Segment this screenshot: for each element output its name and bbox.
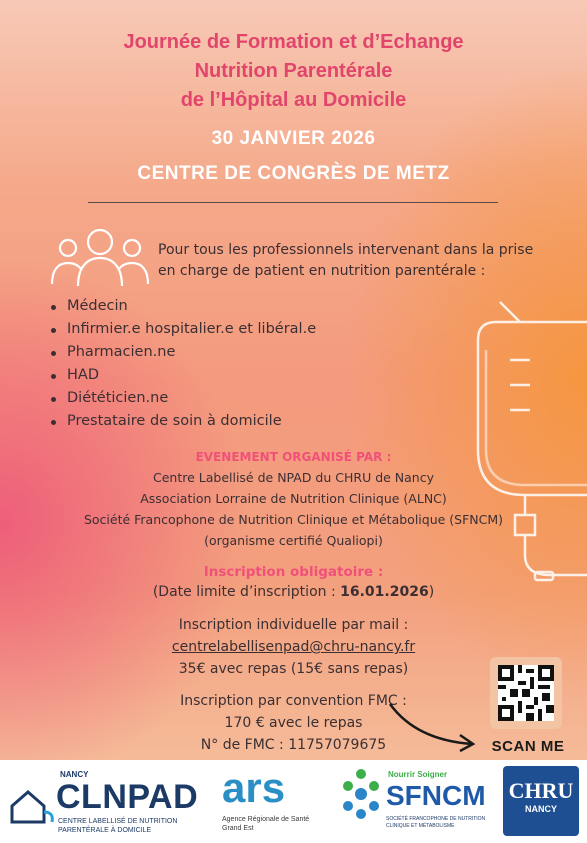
chru-name: CHRU [508,778,574,803]
chru-city: NANCY [524,804,557,814]
intro-line-1: Pour tous les professionnels intervenant dans la prise [158,242,534,258]
ars-name: ars [222,764,286,811]
event-title-line-1: Journée de Formation et d’Echange [123,31,464,53]
audience-item: HAD [50,364,316,387]
qr-code[interactable] [490,657,562,729]
event-venue: CENTRE DE CONGRÈS DE METZ [137,163,450,184]
qr-code-icon [498,665,554,721]
sfncm-name: SFNCM [386,780,486,811]
inscription-heading: Inscription obligatoire : [203,564,384,580]
price-individual: 35€ avec repas (15€ sans repas) [178,661,409,677]
individual-registration-label: Inscription individuelle par mail : [178,617,409,633]
event-date: 30 JANVIER 2026 [211,128,376,149]
chru-logo [503,766,579,836]
deadline-date: 16.01.2026 [340,584,429,600]
people-icon [50,226,150,288]
clnpad-logo [8,764,199,839]
audience-item: Prestataire de soin à domicile [50,410,316,433]
deadline-prefix: (Date limite d’inscription : [152,584,341,600]
audience-item: Médecin [50,295,316,318]
clnpad-subtitle-2: PARENTÉRALE À DOMICILE [58,827,152,834]
organizer-line: (organisme certifié Qualiopi) [204,533,383,548]
event-title-line-3: de l’Hôpital au Domicile [180,89,407,111]
price-convention: 170 € avec le repas [224,715,363,731]
arrow-icon [386,700,478,752]
clnpad-name: CLNPAD [56,778,199,816]
organizer-line: Société Francophone de Nutrition Clinique et Métabolique (SFNCM) [83,512,504,527]
audience-item: Pharmacien.ne [50,341,316,364]
ars-subtitle-2: Grand Est [222,825,254,832]
registration-email-link[interactable]: centrelabellisenpad@chru-nancy.fr [171,639,416,655]
audience-intro [158,240,558,282]
ars-logo [218,764,318,839]
clnpad-subtitle-1: CENTRE LABELLISÉ DE NUTRITION [58,818,178,825]
ars-subtitle-1: Agence Régionale de Santé [222,816,310,823]
organizers-heading: EVENEMENT ORGANISÉ PAR : [195,450,392,464]
partner-logos-bar [0,760,587,843]
organizer-line: Association Lorraine de Nutrition Clinique (ALNC) [140,491,447,506]
molecule-icon [340,768,382,820]
inscription-deadline [0,584,587,600]
audience-item: Infirmier.e hospitalier.e et libéral.e [50,318,316,341]
email-row [0,639,587,655]
convention-registration-label: Inscription par convention FMC : [180,693,407,709]
deadline-suffix: ) [428,584,435,600]
scan-me-label: SCAN ME [491,738,565,755]
sfncm-subtitle: SOCIÉTÉ FRANCOPHONE DE NUTRITION CLINIQUE ET MÉTABOLISME [386,816,486,829]
event-title-line-2: Nutrition Parentérale [194,60,393,82]
sfncm-logo [340,764,490,839]
sfncm-tagline: Nourrir Soigner [388,770,448,779]
organizer-line: Centre Labellisé de NPAD du CHRU de Nancy [152,470,435,485]
divider [88,202,498,203]
audience-item: Diététicien.ne [50,387,316,410]
audience-list [50,295,316,433]
clnpad-city: NANCY [60,770,89,779]
fmc-number: N° de FMC : 11757079675 [200,737,387,753]
intro-line-2: en charge de patient en nutrition parentérale : [158,263,486,279]
house-icon [8,786,56,826]
